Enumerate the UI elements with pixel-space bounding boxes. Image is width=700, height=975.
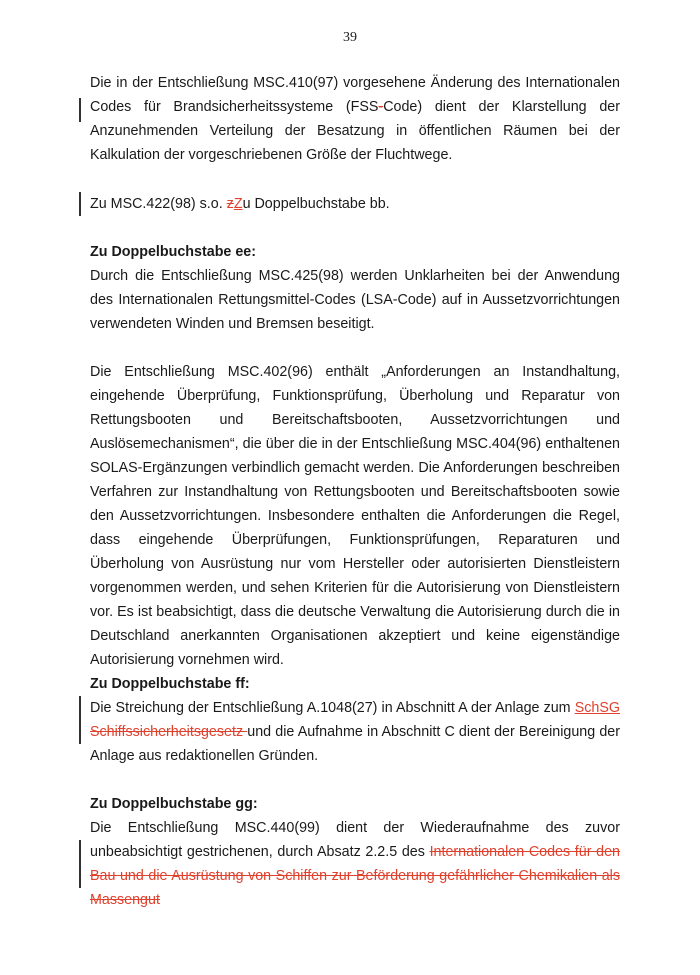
change-bar bbox=[79, 840, 81, 888]
change-bar bbox=[79, 98, 81, 122]
paragraph-msc422 bbox=[90, 192, 620, 216]
heading-gg: Zu Doppelbuchstabe gg: bbox=[90, 796, 258, 812]
paragraph-text: Die in der Entschließung MSC.410(97) vorgesehene Änderung des Internationalen Codes für Brandsicherheitssysteme (FSS bbox=[90, 75, 620, 115]
paragraph-text: und die Aufnahme in Abschnitt C dient der Bereinigung der Anlage aus redaktionellen Gründen. bbox=[90, 724, 621, 764]
paragraph-fss bbox=[90, 71, 620, 167]
deleted-text: - bbox=[378, 99, 384, 115]
paragraph-lsa: Durch die Entschließung MSC.425(98) werden Unklarheiten bei der Anwendung des Internationalen Rettungsmittel-Codes (LSA-Code) auf in Aussetzvorrichtungen verwendeten Winden und Bremsen beseitigt. bbox=[90, 268, 620, 332]
paragraph-text: Code) dient der Klarstellung der Anzunehmenden Verteilung der Besatzung in öffentlichen Räumen bei der Kalkulation der vorgeschriebenen Größe der Fluchtwege. bbox=[90, 99, 620, 163]
page-number: 39 bbox=[343, 30, 357, 45]
paragraph-a1048 bbox=[90, 696, 620, 768]
change-bar bbox=[79, 696, 81, 744]
deleted-text: Schiffssicherheitsgesetz bbox=[90, 724, 248, 740]
heading-ee: Zu Doppelbuchstabe ee: bbox=[90, 244, 257, 260]
paragraph-msc402: Die Entschließung MSC.402(96) enthält „Anforderungen an Instandhaltung, eingehende Überprüfung, Funktionsprüfung, Überholung und Reparatur von Rettungsbooten und Bereitschaftsbooten, Aussetzvorrichtungen und Auslösemechanismen“, die über die in der Entschließung MSC.404(96) enthaltenen SOLAS-Ergänzungen verbindlich gemacht werden. Die Anforderungen beschreiben Verfahren zur Instandhaltung von Rettungsbooten und Bereitschaftsbooten sowie den Aussetzvorrichtungen. Insbesondere enthalten die Anforderungen die Regel, dass eingehende Überprüfungen, Funktionsprüfungen, Reparaturen und Überholung von Ausrüstung nur vom Hersteller oder autorisierten Dienstleistern vorgenommen werden, und sehen Kriterien für die Autorisierung von Dienstleistern vor. Es ist beabsichtigt, dass die deutsche Verwaltung die Autorisierung durch die in Deutschland anerkannten Organisationen akzeptiert und keine eigenständige Autorisierung vornehmen wird. bbox=[90, 364, 620, 668]
paragraph-text: Die Streichung der Entschließung A.1048(27) in Abschnitt A der Anlage zum bbox=[90, 700, 575, 716]
paragraph-text: Die Entschließung MSC.440(99) dient der Wiederaufnahme des zuvor unbeabsichtigt gestrichenen, durch Absatz 2.2.5 des bbox=[90, 820, 620, 860]
deleted-text: Internationalen Codes für den Bau und die Ausrüstung von Schiffen zur Beförderung gefährlicher Chemikalien als Massengut bbox=[90, 844, 621, 908]
heading-ff: Zu Doppelbuchstabe ff: bbox=[90, 676, 250, 692]
deleted-text: z bbox=[226, 196, 234, 212]
inserted-text: SchSG bbox=[574, 700, 620, 716]
inserted-text: Z bbox=[233, 196, 243, 212]
paragraph-text: Zu MSC.422(98) s.o. bbox=[90, 196, 227, 212]
change-bar bbox=[79, 192, 81, 216]
paragraph-text: u Doppelbuchstabe bb. bbox=[242, 196, 390, 212]
paragraph-msc440 bbox=[90, 816, 620, 912]
